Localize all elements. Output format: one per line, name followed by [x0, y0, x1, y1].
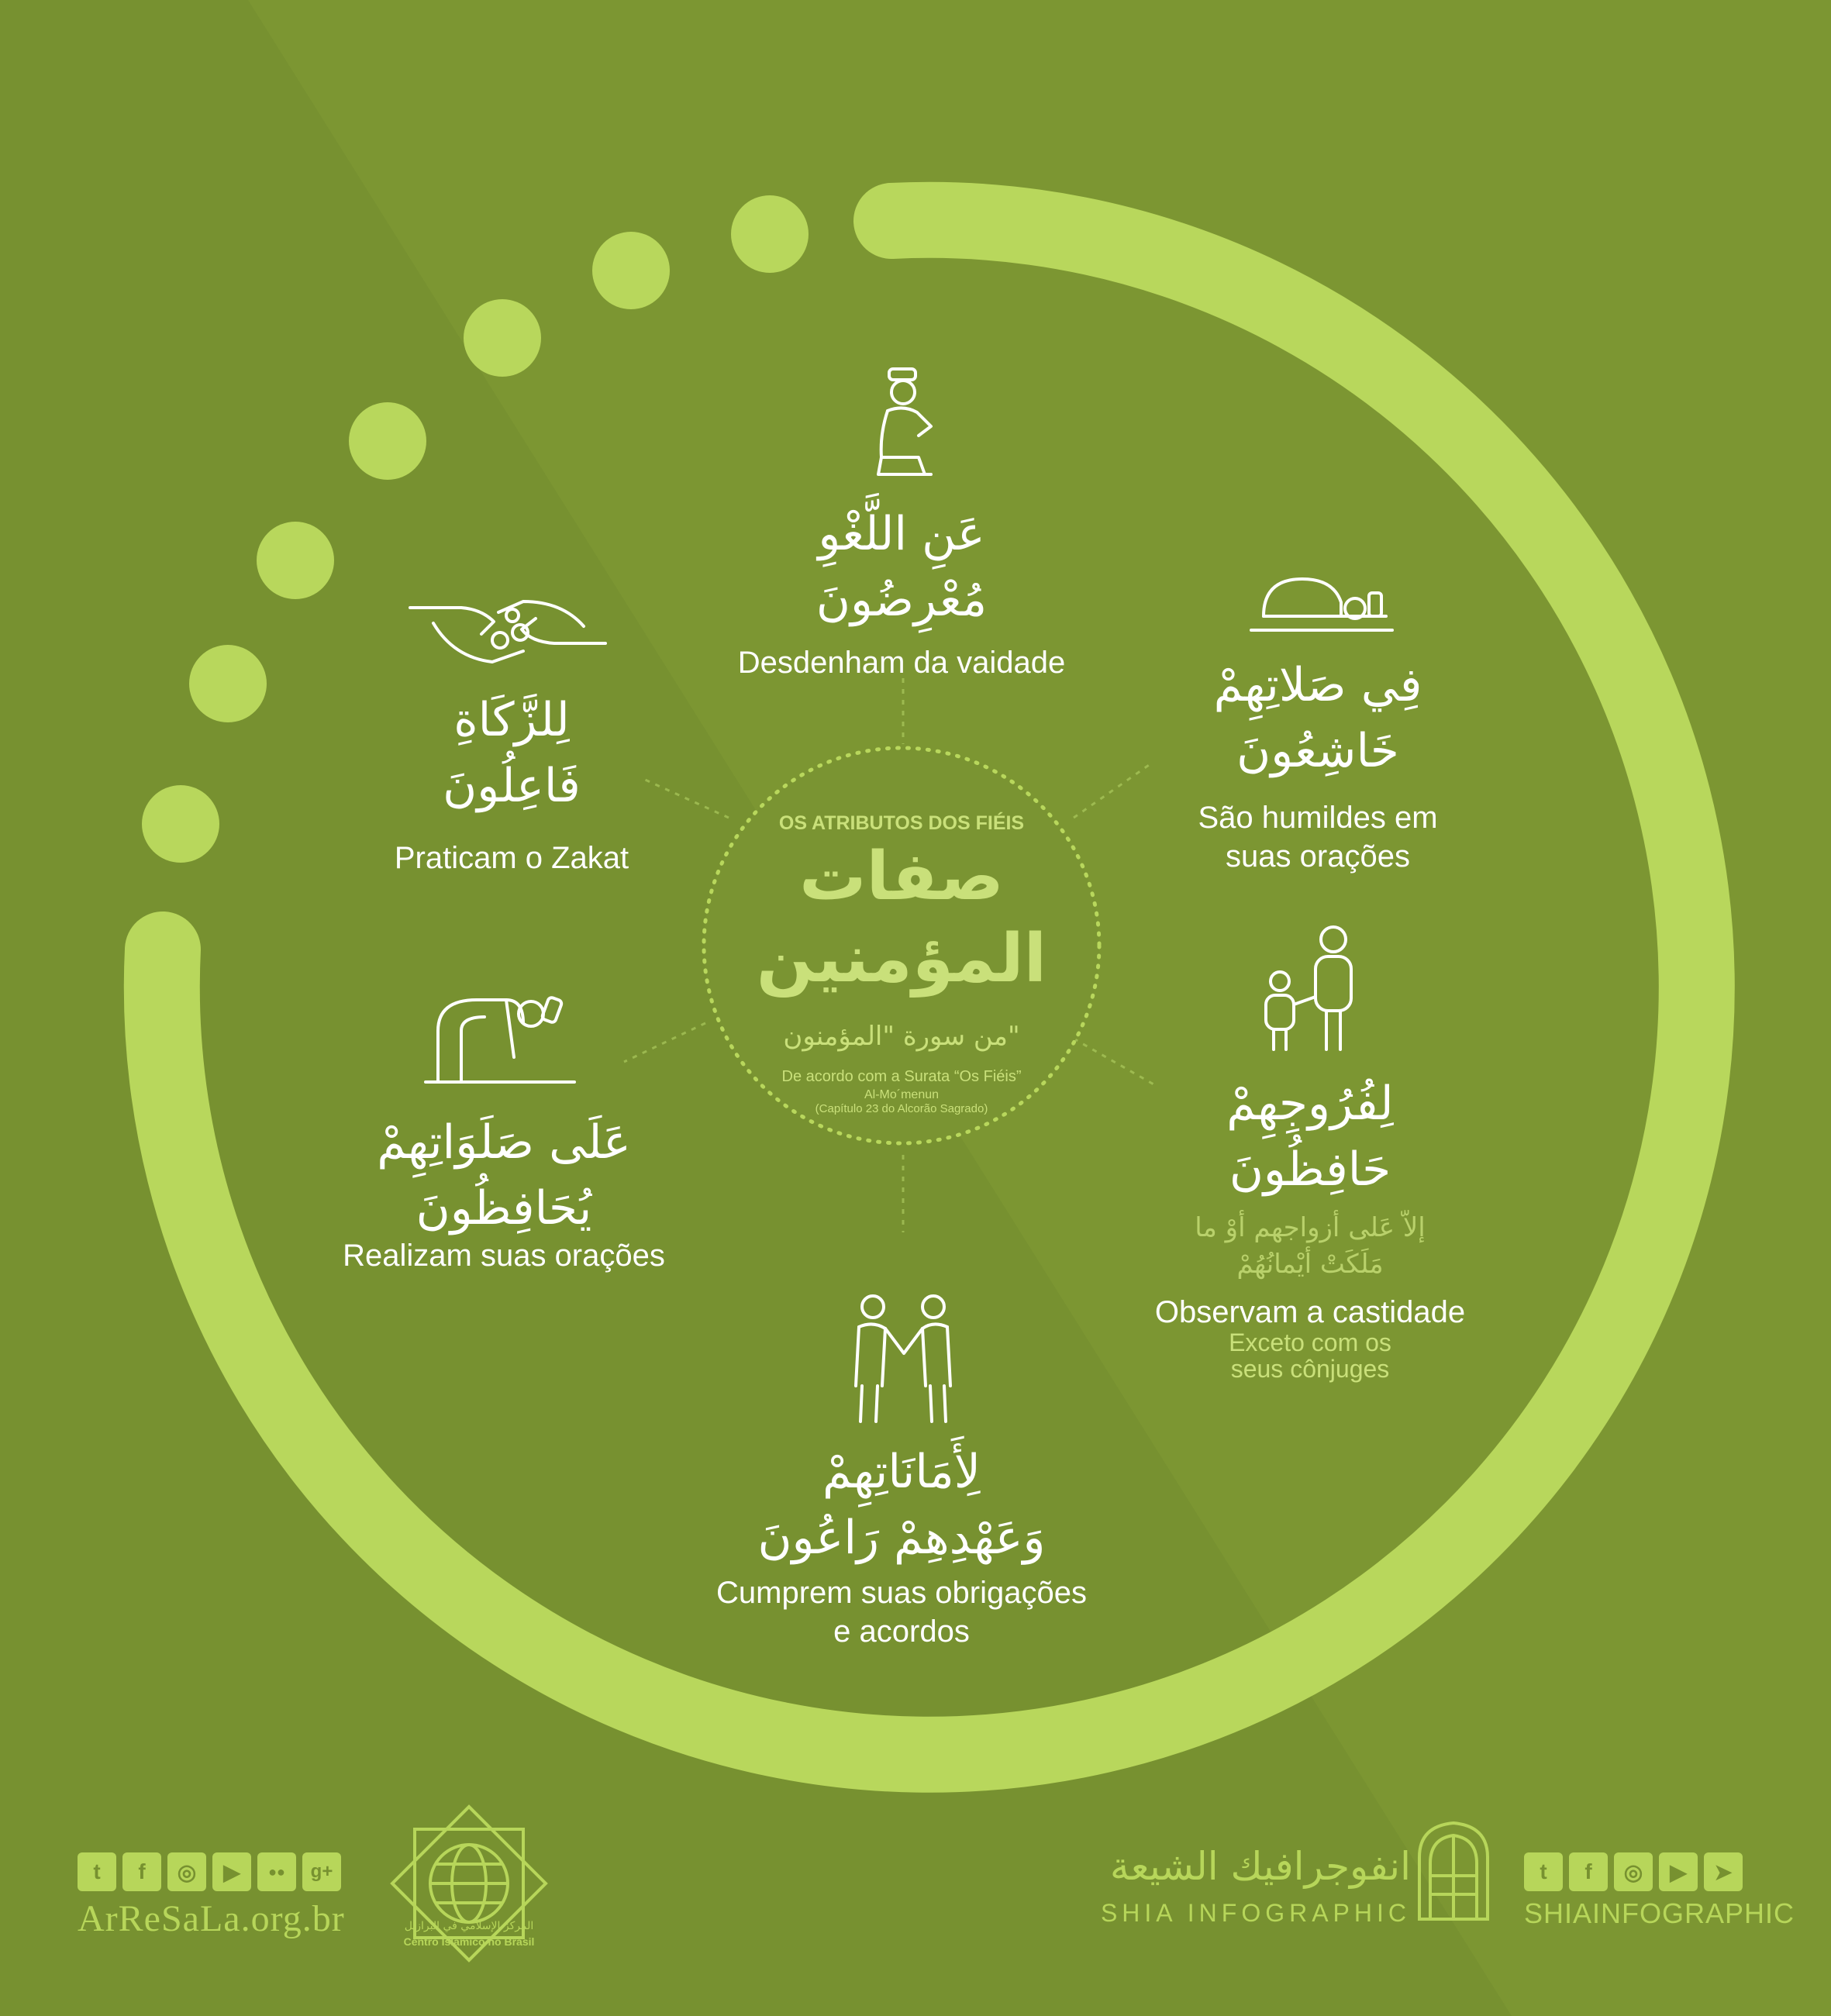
chastity-ar-2: حَافِظُونَ [1229, 1142, 1391, 1197]
chastity-note-1: Exceto com os [1229, 1328, 1391, 1356]
vanity-ar-2: مُعْرِضُونَ [816, 573, 988, 627]
centro-logo-ar: المركز الإسلامي في البرازيل [404, 1920, 534, 1932]
instagram-icon[interactable]: ◎ [167, 1852, 206, 1891]
shia-infographic-ar: انفوجرافيك الشيعة [1109, 1844, 1411, 1889]
center-title-ar-1: صفات [799, 838, 1004, 915]
humble-pt-2: suas orações [1226, 839, 1410, 874]
ring-dot [142, 785, 219, 863]
facebook-icon[interactable]: f [122, 1852, 161, 1891]
ring-dot [349, 402, 426, 480]
chastity-note-2: seus cônjuges [1230, 1355, 1390, 1383]
ring-dot [731, 195, 809, 273]
arresala-social-icons [78, 1852, 341, 1891]
giving-hands-icon [407, 595, 609, 673]
ring-dot [592, 232, 670, 309]
center-caption-3: (Capítulo 23 do Alcorão Sagrado) [815, 1102, 988, 1115]
trusts-pt-1: Cumprem suas obrigações [716, 1576, 1087, 1610]
vanity-pt: Desdenham da vaidade [737, 646, 1066, 680]
shia-infographic-logo-icon [1415, 1821, 1492, 1922]
trusts-ar-1: لِأَمَانَاتِهِمْ [822, 1445, 981, 1499]
shia-infographic-en: SHIA INFOGRAPHIC [1100, 1899, 1411, 1927]
center-sura-ar: من سورة "المؤمنون" [783, 1021, 1020, 1052]
chastity-ar-1: لِفُرُوجِهِمْ [1226, 1077, 1394, 1131]
twitter-icon[interactable]: t [78, 1852, 116, 1891]
center-title-ar-2: المؤمنين [756, 920, 1047, 998]
centro-logo-pt: Centro Islâmico no Brasil [403, 1935, 535, 1948]
prostration-icon [1248, 562, 1395, 639]
center-subtitle: OS ATRIBUTOS DOS FIÉIS [778, 812, 1025, 834]
ring-dot [257, 522, 334, 599]
ring-dot [189, 645, 267, 722]
zakat-ar-2: فَاعِلُونَ [443, 759, 581, 813]
humble-ar-2: خَاشِعُونَ [1236, 724, 1399, 778]
instagram-icon[interactable]: ◎ [1614, 1852, 1653, 1891]
flickr-icon[interactable]: ●● [257, 1852, 296, 1891]
parent-child-icon [1252, 922, 1368, 1054]
telegram-icon[interactable]: ➤ [1704, 1852, 1743, 1891]
google-plus-icon[interactable]: g+ [302, 1852, 341, 1891]
zakat-pt: Praticam o Zakat [394, 841, 629, 875]
kneeling-prayer-icon [857, 364, 950, 488]
center-caption-1: De acordo com a Surata “Os Fiéis” [781, 1068, 1022, 1085]
chastity-ar-note-1: إلاّ عَلى أزواجهم أوْ ما [1195, 1212, 1426, 1243]
handshake-icon [845, 1293, 961, 1425]
prayers-ar-1: عَلَى صَلَوَاتِهِمْ [377, 1115, 631, 1170]
trusts-pt-2: e acordos [833, 1615, 970, 1649]
ring-dot [464, 299, 541, 377]
chastity-ar-note-2: مَلَكَتْ أيْمانُهُمْ [1236, 1249, 1384, 1280]
shia-social-icons [1524, 1852, 1743, 1891]
prayers-ar-2: يُحَافِظُونَ [416, 1181, 592, 1235]
trusts-ar-2: وَعَهْدِهِمْ رَاعُونَ [757, 1511, 1046, 1565]
zakat-ar-1: لِلزَّكَاةِ [453, 693, 570, 747]
youtube-icon[interactable]: ▶ [1659, 1852, 1698, 1891]
twitter-icon[interactable]: t [1524, 1852, 1563, 1891]
vanity-ar-1: عَنِ اللَّغْوِ [818, 507, 985, 561]
chastity-pt: Observam a castidade [1154, 1295, 1466, 1329]
humble-pt-1: São humildes em [1198, 801, 1438, 835]
facebook-icon[interactable]: f [1569, 1852, 1608, 1891]
youtube-icon[interactable]: ▶ [212, 1852, 251, 1891]
humble-ar-1: فِي صَلاتِهِمْ [1213, 658, 1422, 712]
shia-handle[interactable]: SHIAINFOGRAPHIC [1524, 1897, 1795, 1929]
bowing-prayer-icon [422, 992, 578, 1085]
prayers-pt: Realizam suas orações [343, 1239, 665, 1273]
center-caption-2: Al-Mo´menun [864, 1088, 940, 1101]
arresala-logo[interactable]: ArReSaLa.org.br [78, 1898, 345, 1939]
